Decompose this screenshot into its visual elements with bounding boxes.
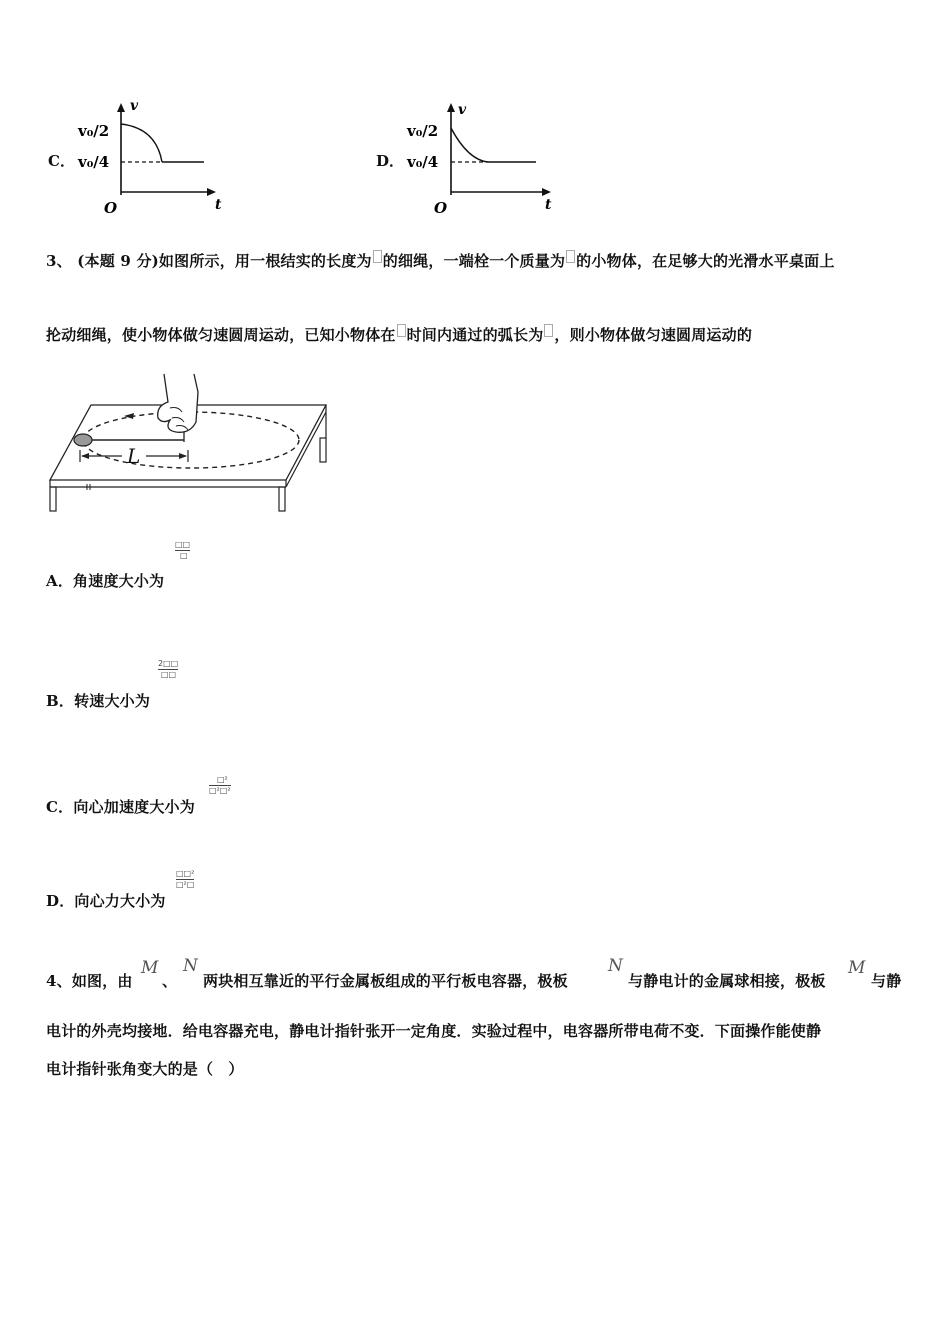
graph-c — [40, 100, 240, 225]
option-d-num: □□² — [176, 869, 195, 878]
q4-line3: 电计指针张角变大的是（ ） — [46, 1060, 244, 1078]
option-a-num: □□ — [175, 540, 191, 549]
graph-c-label-quarter: v₀/4 — [78, 153, 110, 171]
option-c-num: □² — [217, 775, 228, 784]
placeholder-box — [544, 324, 553, 337]
option-d-den: □²□ — [176, 880, 195, 889]
option-b-den: □□ — [161, 670, 177, 679]
q4-line1-d: 与静 — [871, 972, 902, 990]
q4-separator: 、 — [162, 972, 178, 990]
q4-line1-a: 4、如图，由 — [46, 972, 133, 990]
graph-c-y-axis: v — [130, 100, 139, 114]
q3-option-b — [46, 690, 150, 711]
graph-c-x-axis: t — [215, 197, 222, 213]
graph-d — [370, 100, 570, 225]
q4-line1 — [46, 970, 133, 991]
table-figure — [46, 372, 331, 514]
q3-option-c — [46, 796, 195, 817]
q4-var-m: M — [141, 958, 159, 978]
q4-line1-c: 与静电计的金属球相接，极板 — [628, 972, 826, 990]
q3-option-d — [46, 890, 166, 911]
graph-d-x-axis: t — [545, 197, 552, 213]
option-d-label: D．向心力大小为 — [46, 892, 166, 910]
option-a-label: A．角速度大小为 — [46, 572, 165, 590]
graph-c-option: C． — [48, 152, 75, 170]
q3-line1-c: 的小物体，在足够大的光滑水平桌面上 — [576, 252, 835, 270]
graph-c-origin: O — [104, 199, 118, 217]
option-b-fraction — [158, 660, 178, 679]
graph-d-label-quarter: v₀/4 — [407, 153, 439, 171]
q3-line1-b: 的细绳，一端栓一个质量为 — [382, 252, 566, 270]
option-c-fraction — [209, 776, 231, 795]
q3-line2 — [46, 324, 752, 345]
placeholder-box — [566, 250, 575, 263]
option-d-fraction — [176, 870, 194, 889]
option-c-den: □²□² — [209, 786, 231, 795]
q3-line1 — [46, 250, 835, 271]
option-a-fraction — [175, 541, 190, 560]
q4-var-n-2: N — [608, 956, 623, 976]
graph-d-label-half: v₀/2 — [407, 122, 439, 140]
q3-option-a — [46, 570, 164, 591]
q3-line1-a: 3、 (本题 9 分)如图所示，用一根结实的长度为 — [46, 252, 372, 270]
q3-line2-c: ，则小物体做匀速圆周运动的 — [554, 326, 753, 344]
option-b-num: 2□□ — [158, 659, 179, 668]
length-label: L — [127, 444, 141, 468]
q4-var-n: N — [183, 956, 198, 976]
q3-line2-a: 抡动细绳，使小物体做匀速圆周运动，已知小物体在 — [46, 326, 396, 344]
q4-line2: 电计的外壳均接地．给电容器充电，静电计指针张开一定角度．实验过程中，电容器所带电荷不变．下面操作能使静 — [46, 1022, 822, 1040]
graph-c-label-half: v₀/2 — [78, 122, 110, 140]
q4-var-m-2: M — [848, 958, 866, 978]
option-c-label: C．向心加速度大小为 — [46, 798, 195, 816]
q3-line2-b: 时间内通过的弧长为 — [406, 326, 544, 344]
graph-d-y-axis: v — [458, 102, 467, 118]
placeholder-box — [397, 324, 406, 337]
graph-d-origin: O — [434, 199, 448, 217]
q4-line1-b: 两块相互靠近的平行金属板组成的平行板电容器，极板 — [203, 972, 568, 990]
option-a-den: □ — [180, 551, 188, 560]
option-b-label: B．转速大小为 — [46, 692, 151, 710]
graph-d-option: D． — [376, 152, 405, 170]
placeholder-box — [373, 250, 382, 263]
